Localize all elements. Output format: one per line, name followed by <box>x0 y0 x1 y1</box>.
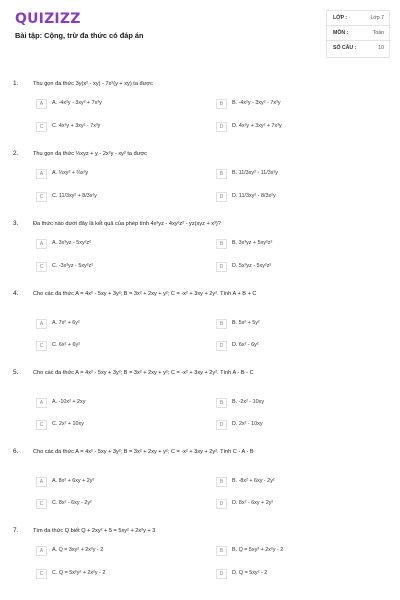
option-text: D. 11/3xy² - 8/3x²y <box>232 193 276 199</box>
question-number: 1. <box>13 80 19 87</box>
option-b[interactable] <box>216 398 384 408</box>
option-letter: B <box>216 99 227 109</box>
option-a[interactable] <box>36 169 204 179</box>
option-letter: C <box>36 122 47 132</box>
meta-value: Lớp 7 <box>370 15 384 21</box>
question-text: Đa thức nào dưới đây là kết quả của phép tính 4x³yz - 4xy²z² - yz(xyz + x³)? <box>33 221 221 227</box>
option-text: A. Q = 3xy² + 2x²y - 2 <box>52 547 104 553</box>
option-text: A. -4x²y - 3xy² + 7x³y <box>52 100 102 106</box>
question-number: 7. <box>13 527 19 534</box>
option-letter: A <box>36 398 47 408</box>
option-text: B. 5x² + 5y² <box>232 320 260 326</box>
option-text: D. Q = 5xy² - 2 <box>232 570 268 576</box>
option-text: C. 8x² - 6xy - 2y² <box>52 500 92 506</box>
option-c[interactable] <box>36 499 204 509</box>
option-c[interactable] <box>36 420 204 430</box>
option-letter: B <box>216 398 227 408</box>
question-text: Tìm đa thức Q biết Q + 2xy² + 5 = 5xy² + 2x²y + 3 <box>33 528 156 534</box>
option-a[interactable] <box>36 398 204 408</box>
meta-value: 10 <box>378 45 384 51</box>
worksheet-header <box>0 0 400 62</box>
option-letter: D <box>216 192 227 202</box>
option-b[interactable] <box>216 546 384 556</box>
option-letter: D <box>216 122 227 132</box>
option-letter: C <box>36 569 47 579</box>
question-number: 4. <box>13 290 19 297</box>
option-text: C. 6x² + 6y² <box>52 342 81 348</box>
option-text: A. 7x² + 6y² <box>52 320 80 326</box>
option-text: B. -8x² + 6xy - 2y² <box>232 478 275 484</box>
option-c[interactable] <box>36 122 204 132</box>
option-text: D. 8x² - 6xy + 2y² <box>232 500 274 506</box>
option-text: B. -4x²y - 3xy² - 7x³y <box>232 100 281 106</box>
option-text: D. 2x² - 10xy <box>232 421 263 427</box>
option-a[interactable] <box>36 477 204 487</box>
option-letter: A <box>36 239 47 249</box>
meta-row-class <box>327 11 391 26</box>
option-text: C. Q = 5x²y² + 2x²y - 2 <box>52 570 106 576</box>
meta-row-count <box>327 41 391 56</box>
worksheet-meta-box <box>326 10 390 58</box>
option-letter: B <box>216 239 227 249</box>
option-text: D. 6x² - 6y² <box>232 342 259 348</box>
option-a[interactable] <box>36 99 204 109</box>
option-c[interactable] <box>36 192 204 202</box>
option-b[interactable] <box>216 169 384 179</box>
option-d[interactable] <box>216 569 384 579</box>
worksheet-title: Bài tập: Cộng, trừ đa thức có đáp án <box>15 31 144 40</box>
meta-label: SỐ CÂU : <box>333 45 357 51</box>
question-text: Thu gọn đa thức 3y(x² - xy) - 7x²(y + xy) ta được <box>33 81 153 87</box>
question-number: 5. <box>13 369 19 376</box>
option-text: D. 4x²y + 3xy² + 7x³y <box>232 123 282 129</box>
option-text: C. -3x³yz - 5xy²z² <box>52 263 94 269</box>
option-letter: C <box>36 262 47 272</box>
option-letter: B <box>216 169 227 179</box>
option-d[interactable] <box>216 122 384 132</box>
option-a[interactable] <box>36 239 204 249</box>
meta-row-subject <box>327 26 391 41</box>
option-text: A. -10x² + 2xy <box>52 399 86 405</box>
option-letter: D <box>216 341 227 351</box>
option-text: A. 8x² + 6xy + 2y² <box>52 478 95 484</box>
option-text: B. 11/3xy² - 11/3x²y <box>232 170 278 176</box>
option-letter: C <box>36 341 47 351</box>
option-a[interactable] <box>36 546 204 556</box>
option-letter: D <box>216 569 227 579</box>
option-c[interactable] <box>36 341 204 351</box>
option-text: A. ⅓xy² + ⅔x²y <box>52 170 89 176</box>
option-letter: A <box>36 169 47 179</box>
question-text: Cho các đa thức A = 4x² - 5xy + 3y²; B = 3x² + 2xy + y²; C = -x² + 3xy + 2y². Tính A - B - C <box>33 370 254 376</box>
option-text: C. 4x²y + 3xy² - 7x³y <box>52 123 101 129</box>
option-letter: A <box>36 477 47 487</box>
option-b[interactable] <box>216 319 384 329</box>
option-text: C. 11/3xy² + 8/3x²y <box>52 193 97 199</box>
question-number: 3. <box>13 220 19 227</box>
option-letter: D <box>216 262 227 272</box>
option-letter: B <box>216 477 227 487</box>
option-letter: D <box>216 499 227 509</box>
option-letter: A <box>36 546 47 556</box>
option-text: D. 5x³yz - 5xy²z² <box>232 263 272 269</box>
question-text: Cho các đa thức A = 4x² - 5xy + 3y²; B = 3x² + 2xy + y²; C = -x² + 3xy + 2y². Tính C - A - B <box>33 449 254 455</box>
option-d[interactable] <box>216 341 384 351</box>
option-d[interactable] <box>216 262 384 272</box>
option-text: B. 3x³yz + 5xy²z² <box>232 240 273 246</box>
option-text: C. 2x² + 10xy <box>52 421 84 427</box>
option-b[interactable] <box>216 239 384 249</box>
question-text: Thu gọn đa thức ⅓xyz + y - 2x²y - xy² ta được <box>33 151 147 157</box>
option-b[interactable] <box>216 477 384 487</box>
option-letter: D <box>216 420 227 430</box>
option-letter: C <box>36 192 47 202</box>
option-letter: A <box>36 99 47 109</box>
option-d[interactable] <box>216 499 384 509</box>
meta-label: MÔN : <box>333 30 349 36</box>
question-number: 6. <box>13 448 19 455</box>
option-text: B. Q = 5xy² + 2x²y - 2 <box>232 547 284 553</box>
option-letter: B <box>216 546 227 556</box>
brand-logo: QUIZIZZ <box>15 11 81 27</box>
option-letter: B <box>216 319 227 329</box>
question-number: 2. <box>13 150 19 157</box>
option-b[interactable] <box>216 99 384 109</box>
option-text: A. 3x³yz - 5xy²z² <box>52 240 91 246</box>
option-d[interactable] <box>216 420 384 430</box>
option-letter: A <box>36 319 47 329</box>
meta-value: Toán <box>372 30 384 36</box>
option-text: B. -2x² - 10xy <box>232 399 265 405</box>
option-d[interactable] <box>216 192 384 202</box>
meta-label: LỚP : <box>333 15 348 21</box>
option-c[interactable] <box>36 262 204 272</box>
option-c[interactable] <box>36 569 204 579</box>
option-a[interactable] <box>36 319 204 329</box>
option-letter: C <box>36 499 47 509</box>
option-letter: C <box>36 420 47 430</box>
question-text: Cho các đa thức A = 4x² - 5xy + 3y²; B = 3x² + 2xy + y²; C = -x² + 3xy + 2y². Tính A + B + C <box>33 291 257 297</box>
